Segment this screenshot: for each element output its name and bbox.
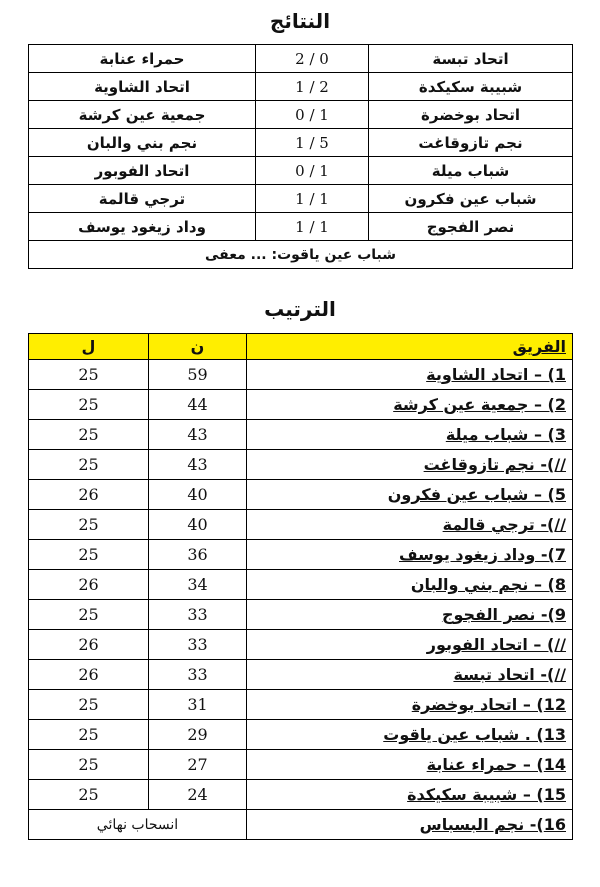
points-value: 24: [149, 780, 247, 810]
standings-row: [29, 780, 573, 810]
played-value: 25: [29, 450, 149, 480]
played-value: 26: [29, 480, 149, 510]
points-value: 33: [149, 600, 247, 630]
standings-row: [29, 390, 573, 420]
home-team: نجم تازوقاغت: [369, 129, 573, 157]
standings-row: [29, 480, 573, 510]
team-name: 5) – شباب عين فكرون: [247, 480, 573, 510]
played-value: 26: [29, 630, 149, 660]
played-value: 25: [29, 540, 149, 570]
points-value: 36: [149, 540, 247, 570]
standings-row: [29, 750, 573, 780]
match-score: 0 / 1: [256, 101, 369, 129]
standings-row: [29, 450, 573, 480]
standings-row-withdrawn: [29, 810, 573, 840]
points-value: 44: [149, 390, 247, 420]
played-value: 25: [29, 720, 149, 750]
standings-row: [29, 420, 573, 450]
team-name: 3) – شباب ميلة: [247, 420, 573, 450]
away-team: حمراء عنابة: [29, 45, 256, 73]
team-name: //)- اتحاد تبسة: [247, 660, 573, 690]
played-value: 25: [29, 600, 149, 630]
played-value: 25: [29, 390, 149, 420]
match-score: 1 / 1: [256, 185, 369, 213]
played-header: ل: [29, 334, 149, 360]
played-value: 25: [29, 690, 149, 720]
match-score: 2 / 0: [256, 45, 369, 73]
team-name: 14) – حمراء عنابة: [247, 750, 573, 780]
points-value: 40: [149, 510, 247, 540]
points-value: 31: [149, 690, 247, 720]
results-table: [28, 44, 573, 269]
away-team: ترجي قالمة: [29, 185, 256, 213]
away-team: نجم بني والبان: [29, 129, 256, 157]
team-name: 2) – جمعية عين كرشة: [247, 390, 573, 420]
bye-row: [29, 241, 573, 269]
match-score: 1 / 1: [256, 213, 369, 241]
team-name: 1) – اتحاد الشاوية: [247, 360, 573, 390]
standings-row: [29, 660, 573, 690]
match-score: 1 / 5: [256, 129, 369, 157]
home-team: نصر الفجوج: [369, 213, 573, 241]
points-value: 27: [149, 750, 247, 780]
result-row: [29, 129, 573, 157]
points-value: 29: [149, 720, 247, 750]
team-name: 12) – اتحاد بوخضرة: [247, 690, 573, 720]
points-value: 43: [149, 450, 247, 480]
team-name: 16)- نجم البسباس: [247, 810, 573, 840]
standings-row: [29, 540, 573, 570]
home-team: شبيبة سكيكدة: [369, 73, 573, 101]
played-value: 26: [29, 570, 149, 600]
standings-row: [29, 600, 573, 630]
points-header: ن: [149, 334, 247, 360]
played-value: 25: [29, 360, 149, 390]
played-value: 25: [29, 510, 149, 540]
result-row: [29, 73, 573, 101]
match-score: 0 / 1: [256, 157, 369, 185]
played-value: 26: [29, 660, 149, 690]
result-row: [29, 101, 573, 129]
match-score: 1 / 2: [256, 73, 369, 101]
away-team: اتحاد الشاوية: [29, 73, 256, 101]
points-value: 59: [149, 360, 247, 390]
result-row: [29, 213, 573, 241]
points-value: 33: [149, 630, 247, 660]
home-team: اتحاد تبسة: [369, 45, 573, 73]
standings-header-row: [29, 334, 573, 360]
team-header: الفريق: [247, 334, 573, 360]
standings-row: [29, 570, 573, 600]
withdrawal-note: انسحاب نهائي: [29, 810, 247, 840]
team-name: //)- نجم تازوقاغت: [247, 450, 573, 480]
team-name: //) – اتحاد الفوبور: [247, 630, 573, 660]
team-name: 9)- نصر الفجوج: [247, 600, 573, 630]
result-row: [29, 45, 573, 73]
standings-row: [29, 510, 573, 540]
standings-row: [29, 360, 573, 390]
result-row: [29, 185, 573, 213]
home-team: شباب عين فكرون: [369, 185, 573, 213]
team-name: 8) – نجم بني والبان: [247, 570, 573, 600]
points-value: 33: [149, 660, 247, 690]
results-title: النتائج: [269, 9, 331, 33]
away-team: وداد زيغود يوسف: [29, 213, 256, 241]
home-team: شباب ميلة: [369, 157, 573, 185]
result-row: [29, 157, 573, 185]
points-value: 34: [149, 570, 247, 600]
team-name: //)- ترجي قالمة: [247, 510, 573, 540]
standings-table: [28, 333, 573, 840]
away-team: جمعية عين كرشة: [29, 101, 256, 129]
played-value: 25: [29, 780, 149, 810]
points-value: 40: [149, 480, 247, 510]
team-name: 7)- وداد زيغود يوسف: [247, 540, 573, 570]
team-name: 13) . شباب عين ياقوت: [247, 720, 573, 750]
standings-title: الترتيب: [264, 297, 336, 321]
bye-note: شباب عين ياقوت: ... معفى: [29, 241, 573, 269]
away-team: اتحاد الفوبور: [29, 157, 256, 185]
standings-row: [29, 690, 573, 720]
points-value: 43: [149, 420, 247, 450]
standings-row: [29, 720, 573, 750]
played-value: 25: [29, 750, 149, 780]
team-name: 15) – شبيبة سكيكدة: [247, 780, 573, 810]
standings-row: [29, 630, 573, 660]
played-value: 25: [29, 420, 149, 450]
home-team: اتحاد بوخضرة: [369, 101, 573, 129]
